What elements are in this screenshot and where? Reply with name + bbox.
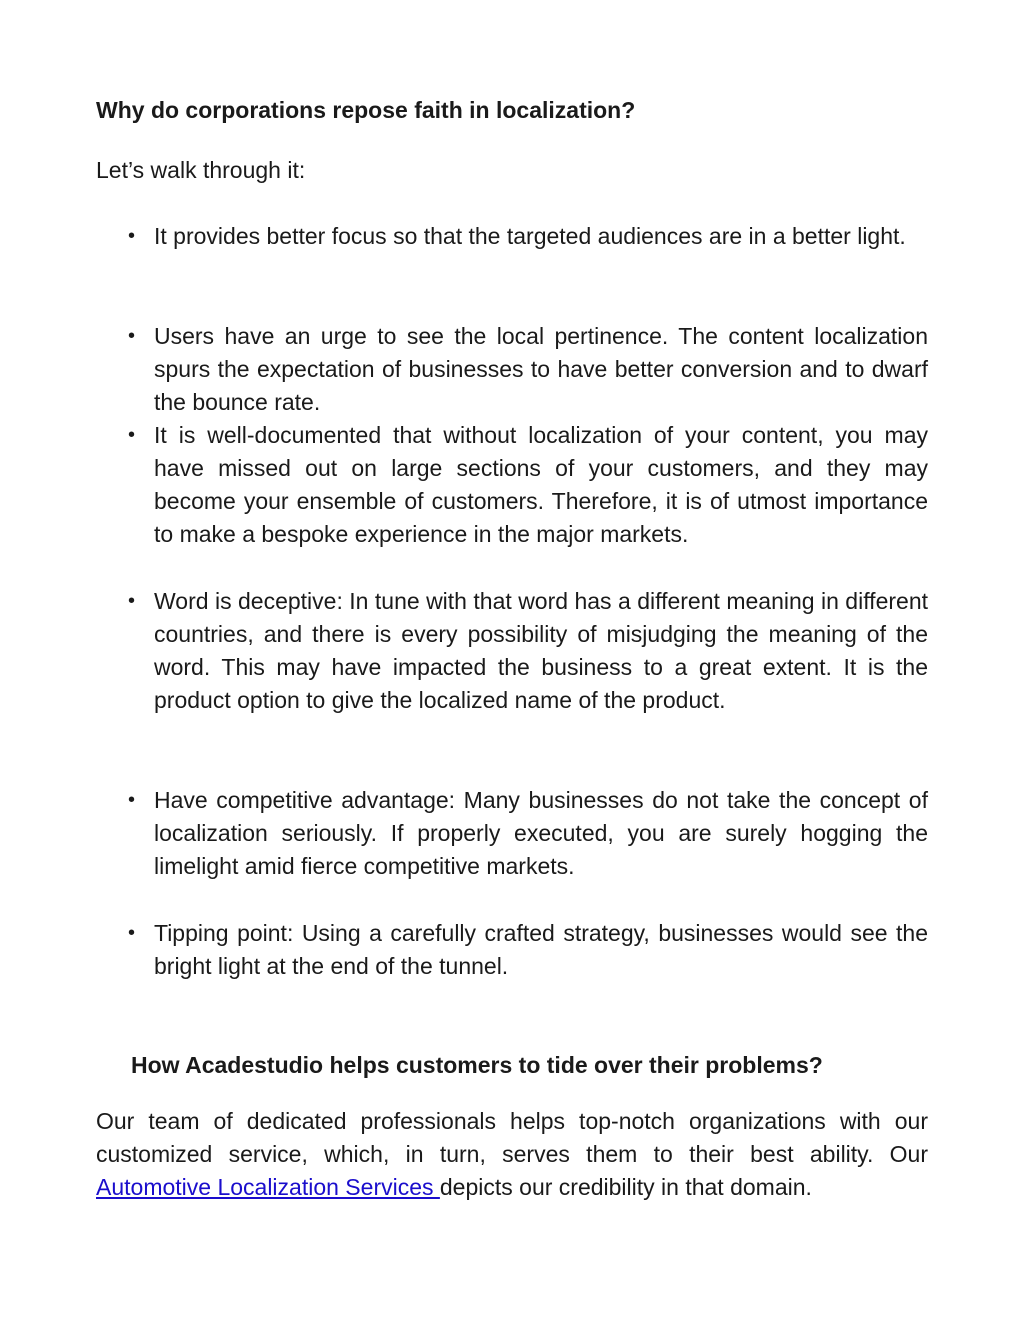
bullet-icon: • [128,225,136,247]
list-item [128,220,928,253]
list-item-text: Word is deceptive: In tune with that word has a different meaning in different countries, and there is every possibility of misjudging the meaning of the word. This may have impacted the business to a great extent. It is the product option to give the localized name of the product. [154,588,928,713]
list-item [128,320,928,419]
list-item-text: Users have an urge to see the local pertinence. The content localization spurs the expectation of businesses to have better conversion and to dwarf the bounce rate. [154,323,928,415]
closing-paragraph [96,1105,928,1204]
list-item-text: It is well-documented that without localization of your content, you may have missed out on large sections of your customers, and they may become your ensemble of customers. Therefore, it is of utmost importance to make a bespoke experience in the major markets. [154,422,928,547]
list-item [128,784,928,883]
intro-text: Let’s walk through it: [96,157,306,183]
list-item-text: Tipping point: Using a carefully crafted strategy, businesses would see the bright light at the end of the tunnel. [154,920,928,979]
list-item-text: Have competitive advantage: Many businesses do not take the concept of localization seriously. If properly executed, you are surely hogging the limelight amid fierce competitive markets. [154,787,928,879]
bullet-icon: • [128,789,136,811]
list-item [128,419,928,551]
section-heading-why-localization: Why do corporations repose faith in localization? [96,97,636,123]
section-heading-acadestudio: How Acadestudio helps customers to tide over their problems? [131,1052,823,1078]
closing-text-before: Our team of dedicated professionals helps top-notch organizations with our customized service, which, in turn, serves them to their best ability. Our [96,1108,928,1167]
automotive-localization-link[interactable]: Automotive Localization Services [96,1174,440,1200]
list-item [128,917,928,983]
closing-text-after: depicts our credibility in that domain. [439,1174,812,1200]
bullet-icon: • [128,590,136,612]
list-item-text: It provides better focus so that the targeted audiences are in a better light. [154,223,906,249]
bullet-icon: • [128,325,136,347]
bullet-icon: • [128,922,136,944]
bullet-icon: • [128,424,136,446]
list-item [128,585,928,717]
